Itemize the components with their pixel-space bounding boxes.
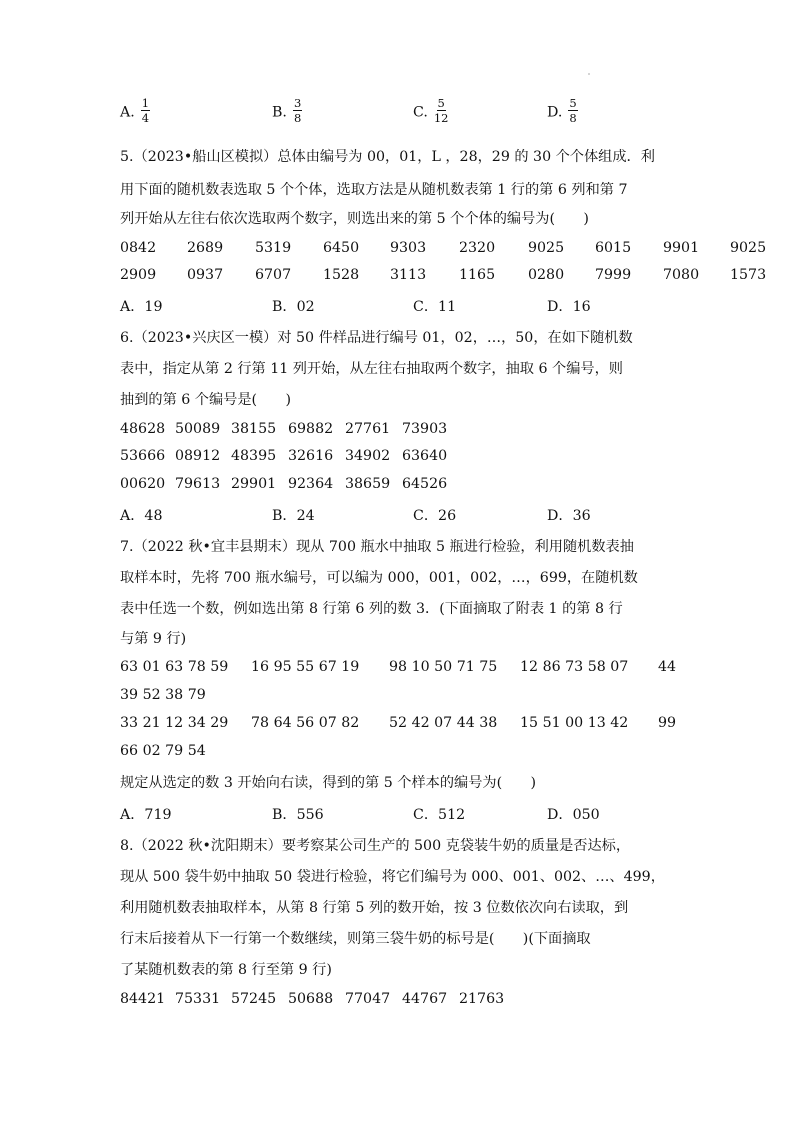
table-cell: 0842 — [120, 240, 157, 256]
table-cell: 48628 — [120, 421, 166, 437]
q8-stem-line: 8.（2022 秋•沈阳期末）要考察某公司生产的 500 克袋装牛奶的质量是否达标， — [120, 838, 631, 854]
table-cell: 6015 — [595, 240, 632, 256]
table-cell: 6450 — [323, 240, 360, 256]
table-group: 63 01 63 78 59 — [120, 659, 229, 675]
q6-option-a[interactable]: A．48 — [120, 508, 163, 524]
table-cell: 75331 — [175, 991, 221, 1007]
table-row — [120, 448, 452, 464]
q5-option-d[interactable]: D．16 — [547, 299, 591, 315]
table-cell: 0937 — [187, 267, 224, 283]
q4-option-c[interactable]: C. $\frac{5}{12}$ — [413, 96, 449, 126]
table-cell: 53666 — [120, 448, 166, 464]
table-cell: 64526 — [402, 476, 448, 492]
table-cell: 29901 — [231, 476, 277, 492]
table-cell: 1528 — [323, 267, 360, 283]
table-cell: 1573 — [730, 267, 767, 283]
q8-stem-line: 现从 500 袋牛奶中抽取 50 袋进行检验，将它们编号为 000、001、002、…、499， — [120, 869, 665, 885]
table-group: 52 42 07 44 38 — [389, 715, 498, 731]
q5-option-c[interactable]: C．11 — [413, 299, 457, 315]
table-cell: 9025 — [528, 240, 565, 256]
q5-stem-line: 5.（2023•船山区模拟）总体由编号为 00，01，L ，28，29 的 30 个个体组成．利 — [120, 149, 655, 165]
q5-option-a[interactable]: A．19 — [120, 299, 163, 315]
table-cell: 73903 — [402, 421, 448, 437]
q8-stem-line: 行末后接着从下一行第一个数继续，则第三袋牛奶的标号是( )(下面摘取 — [120, 931, 591, 947]
q7-stem-line: 7.（2022 秋•宜丰县期末）现从 700 瓶水中抽取 5 瓶进行检验，利用随机数表抽 — [120, 539, 634, 555]
q7-rule-line: 规定从选定的数 3 开始向右读，得到的第 5 个样本的编号为( ) — [120, 775, 537, 791]
table-cell: 7080 — [663, 267, 700, 283]
table-cell: 3113 — [390, 267, 427, 283]
table-cell: 2689 — [187, 240, 224, 256]
q7-option-d[interactable]: D．050 — [547, 807, 600, 823]
table-cell: 32616 — [288, 448, 334, 464]
fraction: $\frac{3}{8}$ — [293, 96, 302, 126]
table-row — [120, 476, 452, 492]
table-group: 39 52 38 79 — [120, 687, 206, 703]
table-cell: 5319 — [255, 240, 292, 256]
table-group: 66 02 79 54 — [120, 743, 206, 759]
table-cell: 2909 — [120, 267, 157, 283]
table-cell: 38155 — [231, 421, 277, 437]
table-cell: 48395 — [231, 448, 277, 464]
table-group: 98 10 50 71 75 — [389, 659, 498, 675]
table-group: 33 21 12 34 29 — [120, 715, 229, 731]
table-cell: 50089 — [175, 421, 221, 437]
table-row — [120, 267, 770, 283]
q5-stem-line: 用下面的随机数表选取 5 个个体，选取方法是从随机数表第 1 行的第 6 列和第 7 — [120, 182, 628, 198]
q4-option-b[interactable]: B. $\frac{3}{8}$ — [272, 96, 302, 126]
table-cell: 44767 — [402, 991, 448, 1007]
fraction: $\frac{5}{12}$ — [433, 96, 449, 126]
q6-stem-line: 表中，指定从第 2 行第 11 列开始，从左往右抽取两个数字，抽取 6 个编号，则 — [120, 361, 623, 377]
table-cell: 34902 — [345, 448, 391, 464]
q5-option-b[interactable]: B．02 — [272, 299, 315, 315]
table-cell: 92364 — [288, 476, 334, 492]
table-cell: 63640 — [402, 448, 448, 464]
table-cell: 57245 — [231, 991, 277, 1007]
table-cell: 9025 — [730, 240, 767, 256]
table-group: 16 95 55 67 19 — [251, 659, 360, 675]
table-cell: 0280 — [528, 267, 565, 283]
q6-option-c[interactable]: C．26 — [413, 508, 457, 524]
q6-option-d[interactable]: D．36 — [547, 508, 591, 524]
table-cell: 7999 — [595, 267, 632, 283]
table-cell: 84421 — [120, 991, 166, 1007]
q5-stem-line: 列开始从左往右依次选取两个数字，则选出来的第 5 个个体的编号为( ) — [120, 211, 589, 227]
table-cell: 27761 — [345, 421, 391, 437]
table-group: 78 64 56 07 82 — [251, 715, 360, 731]
q6-option-b[interactable]: B．24 — [272, 508, 315, 524]
table-group: 44 — [658, 659, 677, 675]
q7-option-b[interactable]: B．556 — [272, 807, 324, 823]
table-cell: 69882 — [288, 421, 334, 437]
q7-stem-line: 取样本时，先将 700 瓶水编号，可以编为 000，001，002，…，699，在随机数 — [120, 570, 638, 586]
q7-stem-line: 与第 9 行) — [120, 631, 187, 647]
fraction: $\frac{5}{8}$ — [569, 96, 577, 126]
table-cell: 00620 — [120, 476, 166, 492]
table-cell: 6707 — [255, 267, 292, 283]
q4-option-d[interactable]: D. $\frac{5}{8}$ — [547, 96, 577, 126]
table-cell: 2320 — [459, 240, 496, 256]
table-cell: 1165 — [459, 267, 496, 283]
table-cell: 79613 — [175, 476, 221, 492]
q6-stem-line: 6.（2023•兴庆区一模）对 50 件样品进行编号 01，02，…，50，在如下随机数 — [120, 330, 633, 346]
q8-stem-line: 了某随机数表的第 8 行至第 9 行) — [120, 962, 332, 978]
table-cell: 77047 — [345, 991, 391, 1007]
table-row — [120, 240, 770, 256]
table-group: 99 — [658, 715, 677, 731]
table-row — [120, 421, 452, 437]
table-cell: 9901 — [663, 240, 700, 256]
table-cell: 9303 — [390, 240, 427, 256]
table-cell: 50688 — [288, 991, 334, 1007]
q7-option-c[interactable]: C．512 — [413, 807, 466, 823]
q8-random-table-row — [120, 991, 509, 1007]
table-cell: 21763 — [459, 991, 505, 1007]
table-cell: 08912 — [175, 448, 221, 464]
fraction: $\frac{1}{4}$ — [141, 96, 150, 126]
q7-option-a[interactable]: A．719 — [120, 807, 172, 823]
table-group: 12 86 73 58 07 — [520, 659, 629, 675]
q8-stem-line: 利用随机数表抽取样本，从第 8 行第 5 列的数开始，按 3 位数依次向右读取，到 — [120, 900, 629, 916]
q4-option-a[interactable]: A. $\frac{1}{4}$ — [120, 96, 150, 126]
table-group: 15 51 00 13 42 — [520, 715, 629, 731]
q7-stem-line: 表中任选一个数，例如选出第 8 行第 6 列的数 3．(下面摘取了附表 1 的第 8 行 — [120, 601, 623, 617]
table-cell: 38659 — [345, 476, 391, 492]
page-speck — [588, 73, 590, 75]
q6-stem-line: 抽到的第 6 个编号是( ) — [120, 392, 291, 408]
